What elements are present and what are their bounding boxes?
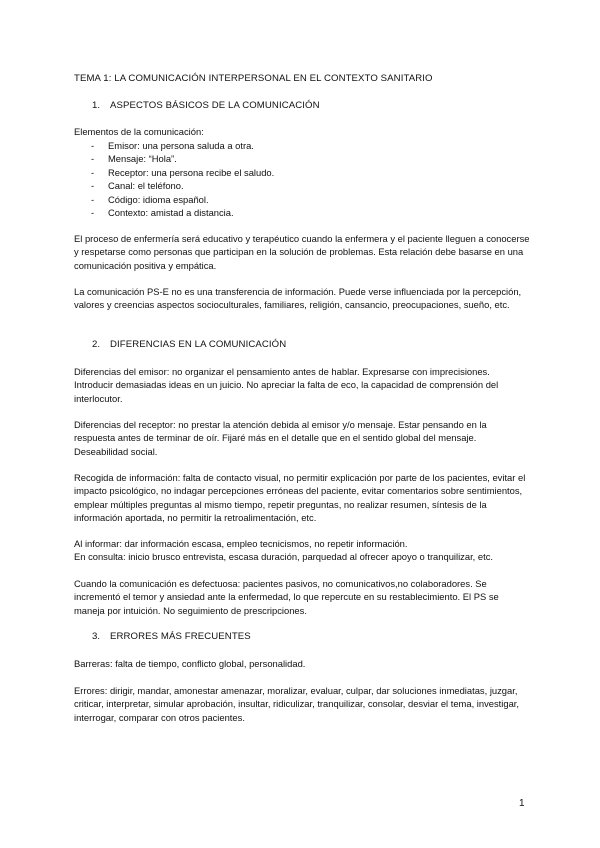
- paragraph-barreras: Barreras: falta de tiempo, conflicto global, personalidad.: [74, 658, 306, 669]
- paragraph-proceso: El proceso de enfermería será educativo y terapéutico cuando la enfermera y el paciente lleguen a conocerse y respetarse como personas que participan en la solución de problemas. Esta relación debe basarse en una comunicación positiva y empática.: [74, 233, 530, 271]
- paragraph-ps-e: La comunicación PS-E no es una transferencia de información. Puede verse influenciada por la percepción, valores y creencias aspectos socioculturales, familiares, religión, cansancio, preocupaciones, sueño, etc.: [74, 286, 522, 311]
- page-number: 1: [519, 798, 525, 809]
- document-page: TEMA 1: LA COMUNICACIÓN INTERPERSONAL EN EL CONTEXTO SANITARIO 1. ASPECTOS BÁSICOS DE LA COMUNICACIÓN Elementos de la comunicación: - Emisor: una persona saluda a otra. - Mensaje: “Hola”. - Receptor: una persona recibe el saludo. - Canal: el teléfono. - Código: idioma español. - Contexto: amistad a distancia. El proceso de enfermería será educativo y terapéutico cuando la enfermera y el paciente lleguen a conocerse y respetarse como personas que participan en la solución de problemas. Esta relación debe basarse en una comunicación positiva y empática. La comunicación PS-E no es una transferencia de información. Puede verse influenciada por la percepción, valores y creencias aspectos socioculturales, familiares, religión, cansancio, preocupaciones, sueño, etc. 2. DIFERENCIAS EN LA COMUNICACIÓN Diferencias del emisor: no organizar el pensamiento antes de hablar. Expresarse con imprecisiones. Introducir demasiadas ideas en un juicio. No apreciar la falta de eco, la capacidad de comprensión del interlocutor. Diferencias del receptor: no prestar la atención debida al emisor y/o mensaje. Estar pensando en la respuesta antes de terminar de oír. Fijaré más en el detalle que en el sentido global del mensaje. Deseabilidad social. Recogida de información: falta de contacto visual, no permitir explicación por parte de los pacientes, evitar el impacto psicológico, no indagar percepciones erróneas del paciente, evitar comentarios sobre sentimientos, emplear múltiples preguntas al mismo tiempo, repetir preguntas, no realizar resumen, síntesis de la información aportada, no permitir la retroalimentación, etc. Al informar: dar información escasa, empleo tecnicismos, no repetir información. En consulta: inicio brusco entrevista, escasa duración, parquedad al ofrecer apoyo o tranquilizar, etc. Cuando la comunicación es defectuosa: pacientes pasivos, no comunicativos,no colaboradores. Se incrementó el temor y ansiedad ante la enfermedad, lo que repercute en su restablecimiento. El PS se maneja por intuición. No seguimiento de prescripciones. 3. ERRORES MÁS FRECUENTES Barreras: falta de tiempo, conflicto global, personalidad. Errores: dirigir, mandar, amonestar amenazar, moralizar, evaluar, culpar, dar soluciones inmediatas, juzgar, criticar, interpretar, simular aprobación, insultar, ridiculizar, tranquilizar, consolar, desviar el tema, investigar, interrogar, comparar con otros pacientes. 1: [74, 73, 530, 809]
- section-title: ERRORES MÁS FRECUENTES: [110, 631, 251, 642]
- paragraph-errores: Errores: dirigir, mandar, amonestar amenazar, moralizar, evaluar, culpar, dar soluciones inmediatas, juzgar, criticar, interpretar, simular aprobación, insultar, ridiculizar, tranquilizar, consolar, desviar el tema, investigar, interrogar, comparar con otros pacientes.: [74, 685, 519, 723]
- document-title: TEMA 1: LA COMUNICACIÓN INTERPERSONAL EN EL CONTEXTO SANITARIO: [74, 73, 433, 84]
- section-title: DIFERENCIAS EN LA COMUNICACIÓN: [110, 339, 287, 350]
- paragraph-informar: Al informar: dar información escasa, empleo tecnicismos, no repetir información. En consulta: inicio brusco entrevista, escasa duración, parquedad al ofrecer apoyo o tranquilizar, etc.: [74, 538, 493, 563]
- paragraph-emisor: Diferencias del emisor: no organizar el pensamiento antes de hablar. Expresarse con imprecisiones. Introducir demasiadas ideas en un juicio. No apreciar la falta de eco, la capacidad de comprensión del interlocutor.: [74, 366, 499, 404]
- section-heading-1: [92, 99, 320, 112]
- paragraph-receptor: Diferencias del receptor: no prestar la atención debida al emisor y/o mensaje. Estar pensando en la respuesta antes de terminar de oír. Fijaré más en el detalle que en el sentido global del mensaje. Deseabilidad social.: [74, 419, 487, 457]
- section-number: 3.: [92, 631, 101, 642]
- section-number: 1.: [92, 100, 101, 111]
- section-title: ASPECTOS BÁSICOS DE LA COMUNICACIÓN: [110, 100, 320, 111]
- paragraph-recogida: Recogida de información: falta de contacto visual, no permitir explicación por parte de los pacientes, evitar el impacto psicológico, no indagar percepciones erróneas del paciente, evitar comentarios sobre sentimientos, emplear múltiples preguntas al mismo tiempo, repetir preguntas, no realizar resumen, síntesis de la información aportada, no permitir la retroalimentación, etc.: [74, 472, 526, 524]
- section-heading-2: [92, 338, 286, 351]
- elements-intro: Elementos de la comunicación:: [74, 126, 204, 137]
- section-heading-3: [92, 630, 251, 643]
- paragraph-defectuosa: Cuando la comunicación es defectuosa: pacientes pasivos, no comunicativos,no colaboradores. Se incrementó el temor y ansiedad ante la enfermedad, lo que repercute en su restablecimiento. El PS se maneja por intuición. No seguimiento de prescripciones.: [74, 578, 499, 616]
- section-number: 2.: [92, 339, 101, 350]
